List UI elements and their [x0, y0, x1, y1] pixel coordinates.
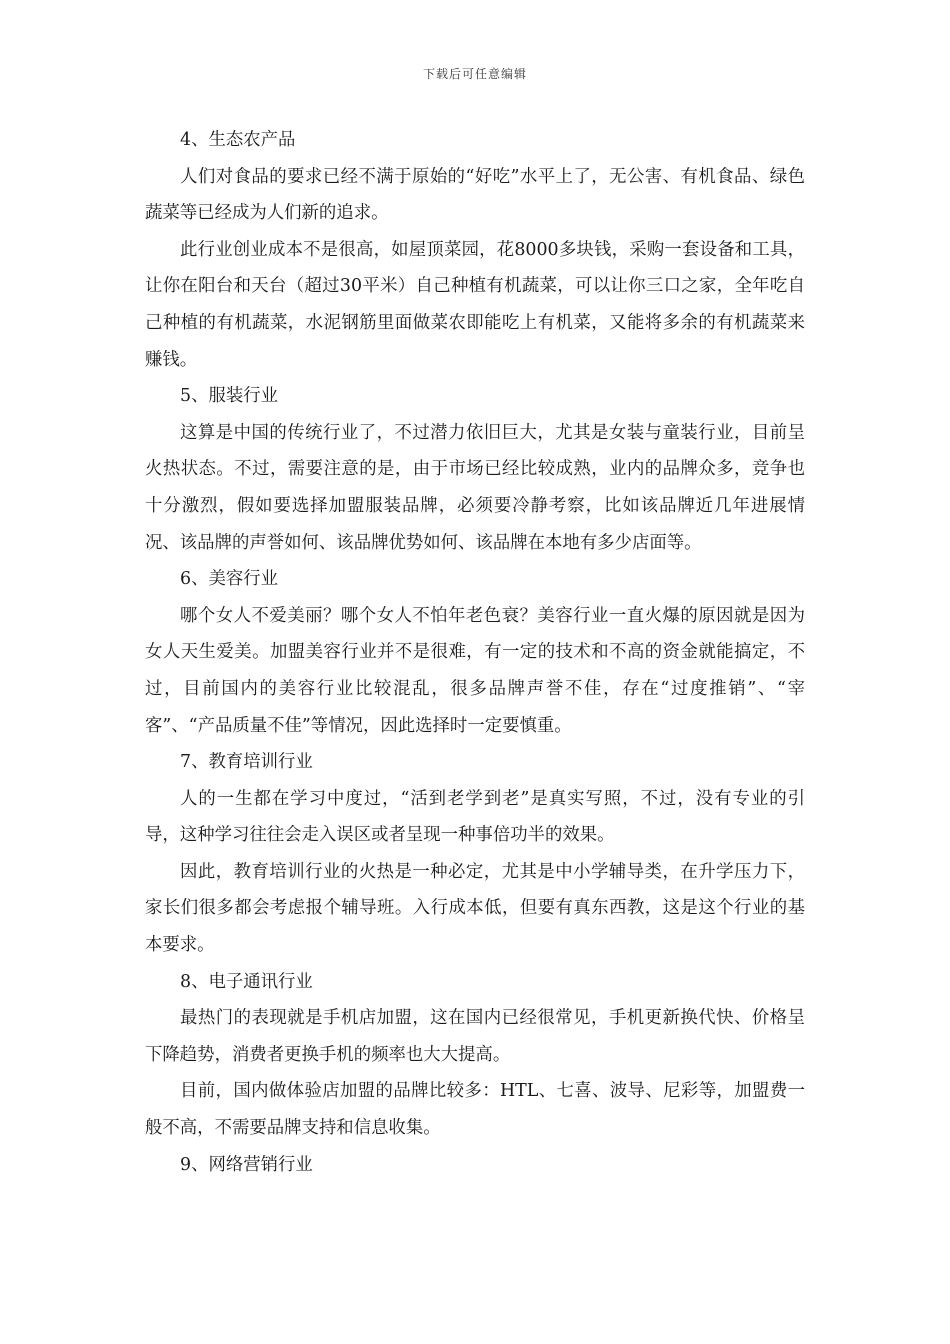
- paragraph: 人们对食品的要求已经不满于原始的“好吃”水平上了，无公害、有机食品、绿色蔬菜等已经成为人们新的追求。: [145, 166, 805, 224]
- paragraph: 目前，国内做体验店加盟的品牌比较多：HTL、七喜、波导、尼彩等，加盟费一般不高，不需要品牌支持和信息收集。: [145, 1081, 805, 1139]
- section-heading-5: 5、服装行业: [180, 386, 279, 407]
- section-heading-7: 7、教育培训行业: [180, 752, 313, 773]
- paragraph: 人的一生都在学习中度过，“活到老学到老”是真实写照，不过，没有专业的引导，这种学习往往会走入误区或者呈现一种事倍功半的效果。: [145, 788, 805, 846]
- section-heading-6: 6、美容行业: [180, 569, 279, 590]
- document-body: [145, 122, 805, 1183]
- page-header: 下载后可任意编辑: [422, 67, 527, 81]
- section-heading-8: 8、电子通讯行业: [180, 971, 313, 992]
- section-heading-9: 9、网络营销行业: [180, 1154, 313, 1175]
- paragraph: 哪个女人不爱美丽？哪个女人不怕年老色衰？美容行业一直火爆的原因就是因为女人天生爱美。加盟美容行业并不是很难，有一定的技术和不高的资金就能搞定，不过，目前国内的美容行业比较混乱，很多品牌声誉不佳，存在“过度推销”、“宰客”、“产品质量不佳”等情况，因此选择时一定要慎重。: [145, 605, 805, 736]
- paragraph: 最热门的表现就是手机店加盟，这在国内已经很常见，手机更新换代快、价格呈下降趋势，消费者更换手机的频率也大大提高。: [145, 1008, 805, 1065]
- paragraph: 这算是中国的传统行业了，不过潜力依旧巨大，尤其是女装与童装行业，目前呈火热状态。不过，需要注意的是，由于市场已经比较成熟，业内的品牌众多，竞争也十分激烈，假如要选择加盟服装品牌，必须要冷静考察，比如该品牌近几年进展情况、该品牌的声誉如何、该品牌优势如何、该品牌在本地有多少店面等。: [145, 422, 805, 553]
- section-heading-4: 4、生态农产品: [180, 130, 296, 150]
- paragraph: 此行业创业成本不是很高，如屋顶菜园，花8000多块钱，采购一套设备和工具，让你在阳台和天台（超过30平米）自己种植有机蔬菜，可以让你三口之家，全年吃自己种植的有机蔬菜，水泥钢筋里面做菜农即能吃上有机菜，又能将多余的有机蔬菜来赚钱。: [145, 239, 805, 370]
- paragraph: 因此，教育培训行业的火热是一种必定，尤其是中小学辅导类，在升学压力下，家长们很多都会考虑报个辅导班。入行成本低，但要有真东西教，这是这个行业的基本要求。: [145, 861, 805, 956]
